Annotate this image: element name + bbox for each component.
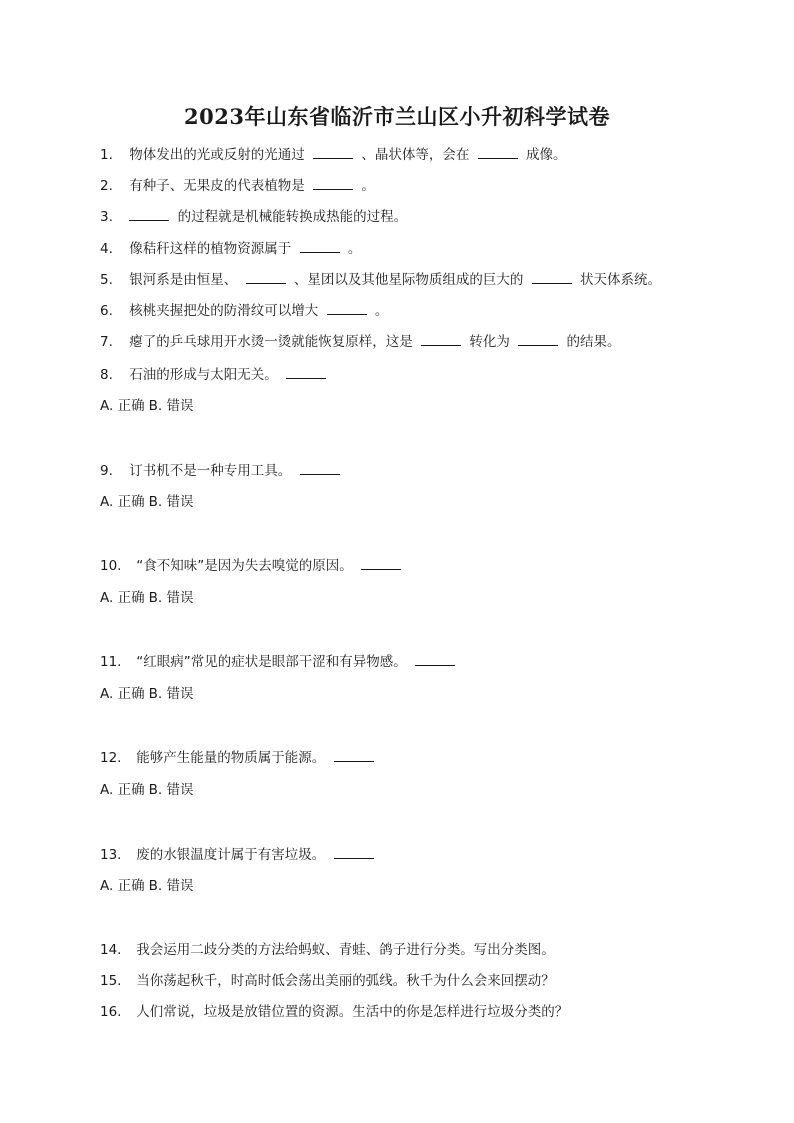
question-text: 、晶状体等，会在 — [361, 147, 470, 163]
question-number: 13. — [100, 847, 122, 863]
question-text: 成像。 — [525, 147, 567, 163]
question-number: 2. — [100, 178, 113, 194]
question-14 — [100, 941, 555, 959]
question-text: 当你荡起秋千，时高时低会荡出美丽的弧线。秋千为什么会来回摆动？ — [136, 973, 555, 989]
question-5 — [100, 271, 661, 289]
option-a[interactable]: A. 正确 — [100, 878, 145, 894]
answer-blank[interactable] — [361, 557, 401, 570]
answer-blank[interactable] — [286, 366, 326, 379]
question-number: 9. — [100, 463, 113, 479]
answer-blank[interactable] — [313, 146, 353, 159]
answer-blank[interactable] — [327, 302, 367, 315]
question-text: 银河系是由恒星、 — [129, 272, 238, 288]
question-13 — [100, 846, 378, 864]
question-12 — [100, 749, 378, 767]
question-text: 的结果。 — [566, 334, 621, 350]
question-number: 5. — [100, 272, 113, 288]
answer-blank[interactable] — [246, 271, 286, 284]
question-text: 转化为 — [469, 334, 510, 350]
question-7 — [100, 333, 620, 351]
answer-blank[interactable] — [518, 333, 558, 346]
question-text: 人们常说，垃圾是放错位置的资源。生活中的你是怎样进行垃圾分类的？ — [136, 1004, 569, 1020]
question-text: “食不知味”是因为失去嗅觉的原因。 — [136, 558, 353, 574]
question-number: 1. — [100, 147, 113, 163]
answer-options — [100, 397, 193, 415]
option-a[interactable]: A. 正确 — [100, 398, 145, 414]
option-b[interactable]: B. 错误 — [148, 878, 194, 894]
question-text: 。 — [347, 241, 362, 257]
answer-blank[interactable] — [334, 749, 374, 762]
answer-options — [100, 685, 193, 703]
question-15 — [100, 972, 555, 990]
question-9 — [100, 462, 344, 480]
question-text: 订书机不是一种专用工具。 — [129, 463, 292, 479]
question-number: 11. — [100, 654, 122, 670]
question-number: 10. — [100, 558, 122, 574]
question-10 — [100, 557, 405, 575]
question-text: 我会运用二歧分类的方法给蚂蚁、青蛙、鸽子进行分类。写出分类图。 — [136, 942, 555, 958]
option-a[interactable]: A. 正确 — [100, 590, 145, 606]
option-b[interactable]: B. 错误 — [148, 494, 194, 510]
question-number: 4. — [100, 241, 113, 257]
question-1 — [100, 146, 566, 164]
question-16 — [100, 1003, 568, 1021]
question-text: 的过程就是机械能转换成热能的过程。 — [177, 209, 408, 225]
option-b[interactable]: B. 错误 — [148, 686, 194, 702]
answer-blank[interactable] — [300, 462, 340, 475]
answer-blank[interactable] — [415, 653, 455, 666]
question-4 — [100, 240, 361, 258]
question-text: 有种子、无果皮的代表植物是 — [129, 178, 305, 194]
question-number: 12. — [100, 750, 122, 766]
question-8 — [100, 366, 330, 384]
answer-blank[interactable] — [334, 846, 374, 859]
answer-options — [100, 877, 193, 895]
question-text: 。 — [374, 303, 389, 319]
question-number: 6. — [100, 303, 113, 319]
option-a[interactable]: A. 正确 — [100, 494, 145, 510]
question-number: 3. — [100, 209, 113, 225]
answer-blank[interactable] — [313, 177, 353, 190]
answer-options — [100, 781, 193, 799]
question-number: 8. — [100, 367, 113, 383]
answer-blank[interactable] — [478, 146, 518, 159]
question-text: 能够产生能量的物质属于能源。 — [136, 750, 326, 766]
question-number: 14. — [100, 942, 122, 958]
question-number: 15. — [100, 973, 122, 989]
question-11 — [100, 653, 459, 671]
option-b[interactable]: B. 错误 — [148, 590, 194, 606]
option-b[interactable]: B. 错误 — [148, 398, 194, 414]
question-2 — [100, 177, 375, 195]
question-text: 废的水银温度计属于有害垃圾。 — [136, 847, 326, 863]
question-text: 石油的形成与太阳无关。 — [129, 367, 278, 383]
page-title: 2023年山东省临沂市兰山区小升初科学试卷 — [184, 104, 610, 129]
question-text: 状天体系统。 — [579, 272, 661, 288]
answer-options — [100, 493, 193, 511]
question-text: “红眼病”常见的症状是眼部干涩和有异物感。 — [136, 654, 407, 670]
answer-blank[interactable] — [300, 240, 340, 253]
question-text: 瘪了的乒乓球用开水烫一烫就能恢复原样，这是 — [129, 334, 413, 350]
option-a[interactable]: A. 正确 — [100, 782, 145, 798]
question-text: 像秸秆这样的植物资源属于 — [129, 241, 292, 257]
question-6 — [100, 302, 388, 320]
answer-blank[interactable] — [421, 333, 461, 346]
answer-blank[interactable] — [129, 208, 169, 221]
question-text: 核桃夹握把处的防滑纹可以增大 — [129, 303, 319, 319]
question-number: 16. — [100, 1004, 122, 1020]
question-3 — [100, 208, 407, 226]
answer-blank[interactable] — [532, 271, 572, 284]
question-text: 、星团以及其他星际物质组成的巨大的 — [293, 272, 524, 288]
question-number: 7. — [100, 334, 113, 350]
option-b[interactable]: B. 错误 — [148, 782, 194, 798]
answer-options — [100, 589, 193, 607]
question-text: 。 — [361, 178, 375, 194]
option-a[interactable]: A. 正确 — [100, 686, 145, 702]
question-text: 物体发出的光或反射的光通过 — [129, 147, 305, 163]
